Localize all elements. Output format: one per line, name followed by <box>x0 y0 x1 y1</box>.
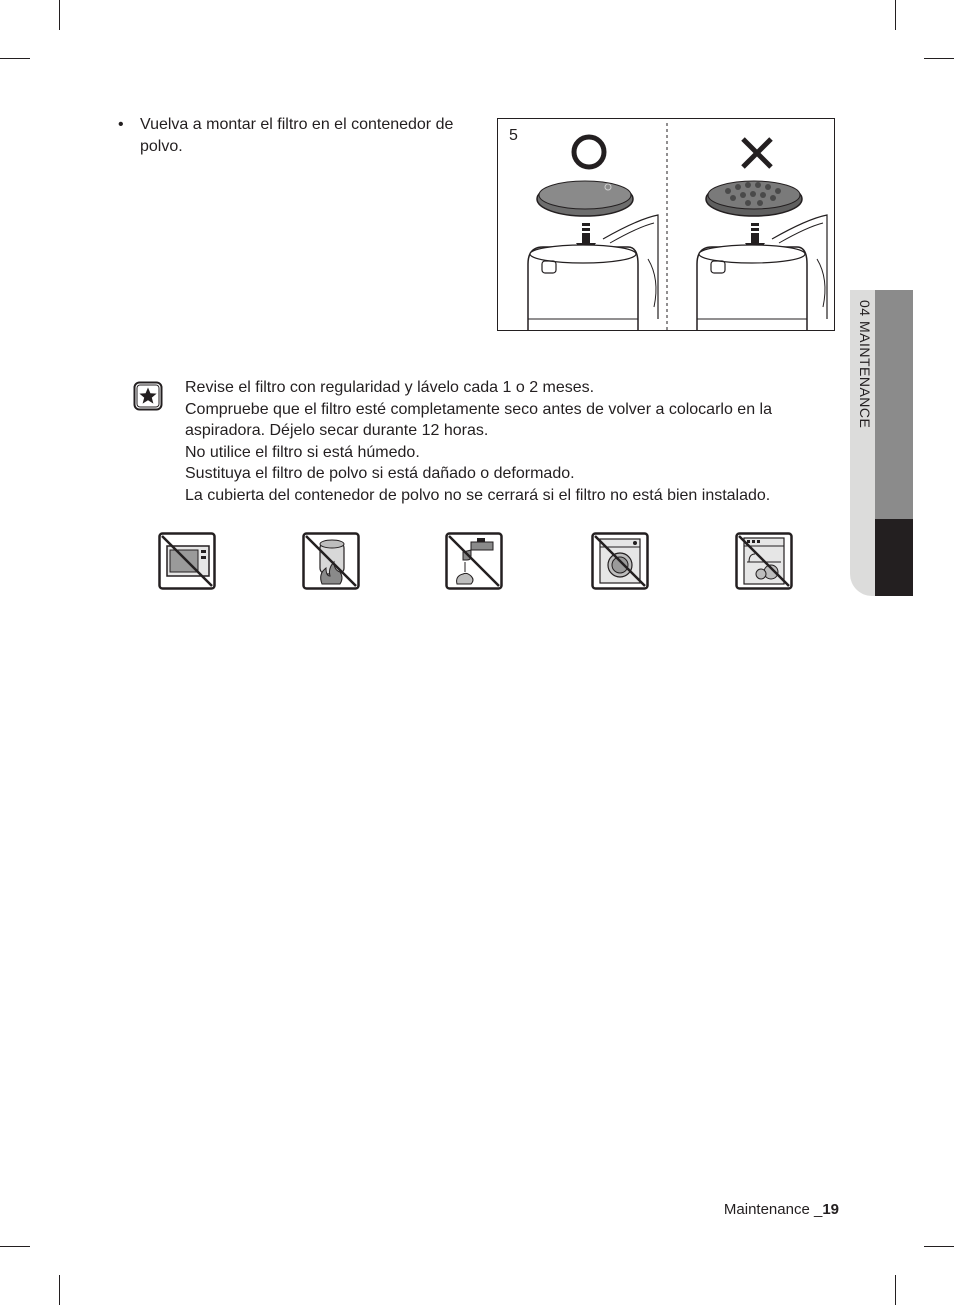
star-note-icon <box>133 381 163 411</box>
filter-illustration <box>498 119 835 331</box>
filter-assembly-figure <box>497 118 835 331</box>
correct-panel <box>528 137 658 331</box>
cross-icon <box>743 139 771 167</box>
note-line: No utilice el filtro si está húmedo. <box>185 443 420 461</box>
no-dishwasher-icon <box>735 532 793 590</box>
tab-dark-band <box>875 519 913 596</box>
note-line: La cubierta del contenedor de polvo no se cerrará si el filtro no está bien instalado. <box>185 486 771 504</box>
note-line: Revise el filtro con regularidad y lávelo cada 1 o 2 meses. <box>185 379 595 396</box>
instruction-bullet <box>118 114 468 158</box>
no-fire-icon <box>302 532 360 590</box>
tab-grey-band <box>875 290 913 519</box>
crop-mark <box>0 1246 30 1247</box>
note-line: Sustituya el filtro de polvo si está dañado o deformado. <box>185 465 575 483</box>
crop-mark <box>924 1246 954 1247</box>
step-number: 5 <box>509 127 518 144</box>
crop-mark <box>0 58 30 59</box>
crop-mark <box>59 1275 60 1305</box>
chapter-label: 04 MAINTENANCE <box>857 300 873 429</box>
note-line: Compruebe que el filtro esté completamente seco antes de volver a colocarlo en la aspiradora. Déjelo secar durante 12 horas. <box>185 400 772 440</box>
crop-mark <box>895 1275 896 1305</box>
crop-mark <box>895 0 896 30</box>
no-microwave-icon <box>158 532 216 590</box>
no-tap-water-icon <box>445 532 503 590</box>
page-footer <box>724 1201 839 1218</box>
chapter-side-tab <box>850 290 913 596</box>
check-circle-icon <box>574 137 604 167</box>
instruction-text: Vuelva a montar el filtro en el contenedor de polvo. <box>140 116 454 155</box>
crop-mark <box>59 0 60 30</box>
bullet-mark: • <box>118 116 124 133</box>
page-number: 19 <box>822 1201 839 1218</box>
footer-section: Maintenance _ <box>723 1201 823 1218</box>
note-lines <box>185 377 833 507</box>
no-washing-machine-icon <box>591 532 649 590</box>
crop-mark <box>924 58 954 59</box>
wrong-panel <box>697 139 827 331</box>
